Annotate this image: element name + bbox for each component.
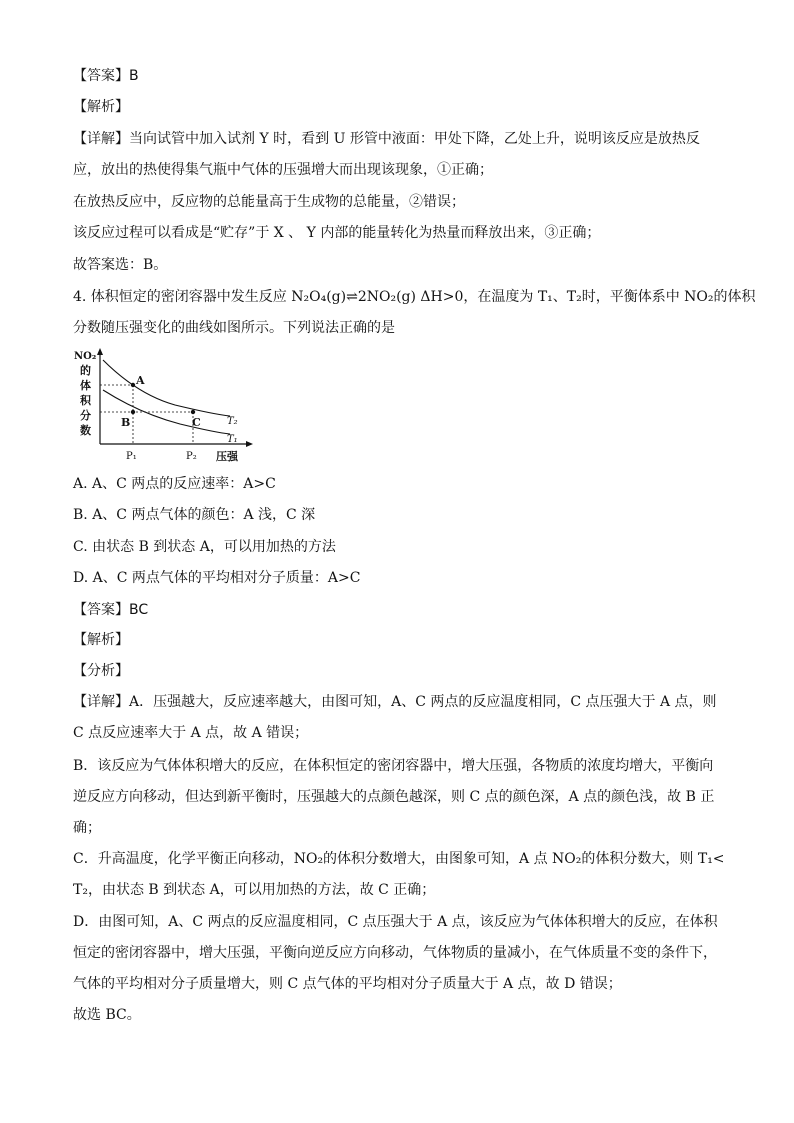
detail-line: 在放热反应中，反应物的总能量高于生成物的总能量，②错误； — [73, 194, 465, 210]
conclusion-line: 故答案选：B。 — [73, 257, 168, 273]
point-b-label: B — [121, 416, 131, 429]
answer-label-2: 【答案】BC — [73, 602, 149, 618]
x-axis-label: 压强 — [216, 450, 238, 463]
y-axis-label: 分 — [80, 409, 91, 422]
question-stem: 4. 体积恒定的密闭容器中发生反应 N₂O₄(g)⇌2NO₂(g) ΔH>0，在温度为 T₁、T₂时，平衡体系中 NO₂的体积 — [73, 289, 756, 305]
y-axis-arrow — [97, 348, 103, 355]
explanation-line: 确； — [73, 820, 101, 836]
curve-t1-label: T₁ — [227, 434, 238, 445]
point-b — [131, 410, 135, 414]
tick-p1: P₁ — [126, 451, 137, 462]
question-stem: 分数随压强变化的曲线如图所示。下列说法正确的是 — [73, 320, 395, 336]
explanation-line: D．由图可知，A、C 两点的反应温度相同，C 点压强大于 A 点，该反应为气体体积增大的反应，在体积 — [73, 914, 718, 930]
detail-line: 该反应过程可以看成是“贮存”于 X 、 Y 内部的能量转化为热量而释放出来，③正确； — [73, 225, 601, 241]
analysis-label-2: 【解析】 — [73, 632, 129, 648]
y-axis-label: NO₂ — [74, 351, 97, 362]
point-c-label: C — [192, 416, 201, 429]
explanation-line: 恒定的密闭容器中，增大压强，平衡向逆反应方向移动，气体物质的量减小，在气体质量不变的条件下， — [73, 945, 717, 961]
y-axis-label: 的 — [80, 364, 91, 377]
explanation-line: T₂，由状态 B 到状态 A，可以用加热的方法，故 C 正确； — [73, 882, 436, 898]
explanation-line: B．该反应为气体体积增大的反应，在体积恒定的密闭容器中，增大压强，各物质的浓度均增大，平衡向 — [73, 758, 714, 774]
analysis-label-1: 【解析】 — [73, 99, 129, 115]
answer-label-1: 【答案】B — [73, 68, 139, 84]
option-c: C. 由状态 B 到状态 A，可以用加热的方法 — [73, 539, 336, 555]
y-axis-label: 积 — [80, 394, 91, 407]
y-axis-label: 体 — [80, 379, 91, 392]
detail-line: 应，放出的热使得集气瓶中气体的压强增大而出现该现象，①正确； — [73, 162, 493, 178]
curve-t2 — [103, 360, 230, 416]
explanation-line: C．升高温度，化学平衡正向移动，NO₂的体积分数增大，由图象可知，A 点 NO₂的体积分数大，则 T₁< — [73, 851, 725, 867]
y-axis-label: 数 — [80, 424, 91, 437]
explanation-line: 气体的平均相对分子质量增大，则 C 点气体的平均相对分子质量大于 A 点，故 D 错误； — [73, 976, 622, 992]
equilibrium-figure — [70, 348, 270, 466]
point-a-label: A — [136, 374, 145, 387]
curve-t2-label: T₂ — [227, 416, 238, 427]
explanation-line: C 点反应速率大于 A 点，故 A 错误； — [73, 725, 309, 741]
explanation-line: 故选 BC。 — [73, 1007, 141, 1023]
fenxi-label: 【分析】 — [73, 663, 129, 679]
option-b: B. A、C 两点气体的颜色：A 浅，C 深 — [73, 507, 316, 523]
point-a — [131, 383, 135, 387]
detail-line: 【详解】当向试管中加入试剂 Y 时，看到 U 形管中液面：甲处下降，乙处上升，说明该反应是放热反 — [73, 131, 700, 147]
tick-p2: P₂ — [186, 451, 197, 462]
explanation-line: 【详解】A．压强越大，反应速率越大，由图可知，A、C 两点的反应温度相同，C 点压强大于 A 点，则 — [73, 694, 717, 710]
point-c — [191, 410, 195, 414]
explanation-line: 逆反应方向移动，但达到新平衡时，压强越大的点颜色越深，则 C 点的颜色深，A 点的颜色浅，故 B 正 — [73, 789, 715, 805]
option-d: D. A、C 两点气体的平均相对分子质量：A>C — [73, 570, 361, 586]
x-axis-arrow — [246, 441, 253, 447]
option-a: A. A、C 两点的反应速率：A>C — [73, 476, 276, 492]
